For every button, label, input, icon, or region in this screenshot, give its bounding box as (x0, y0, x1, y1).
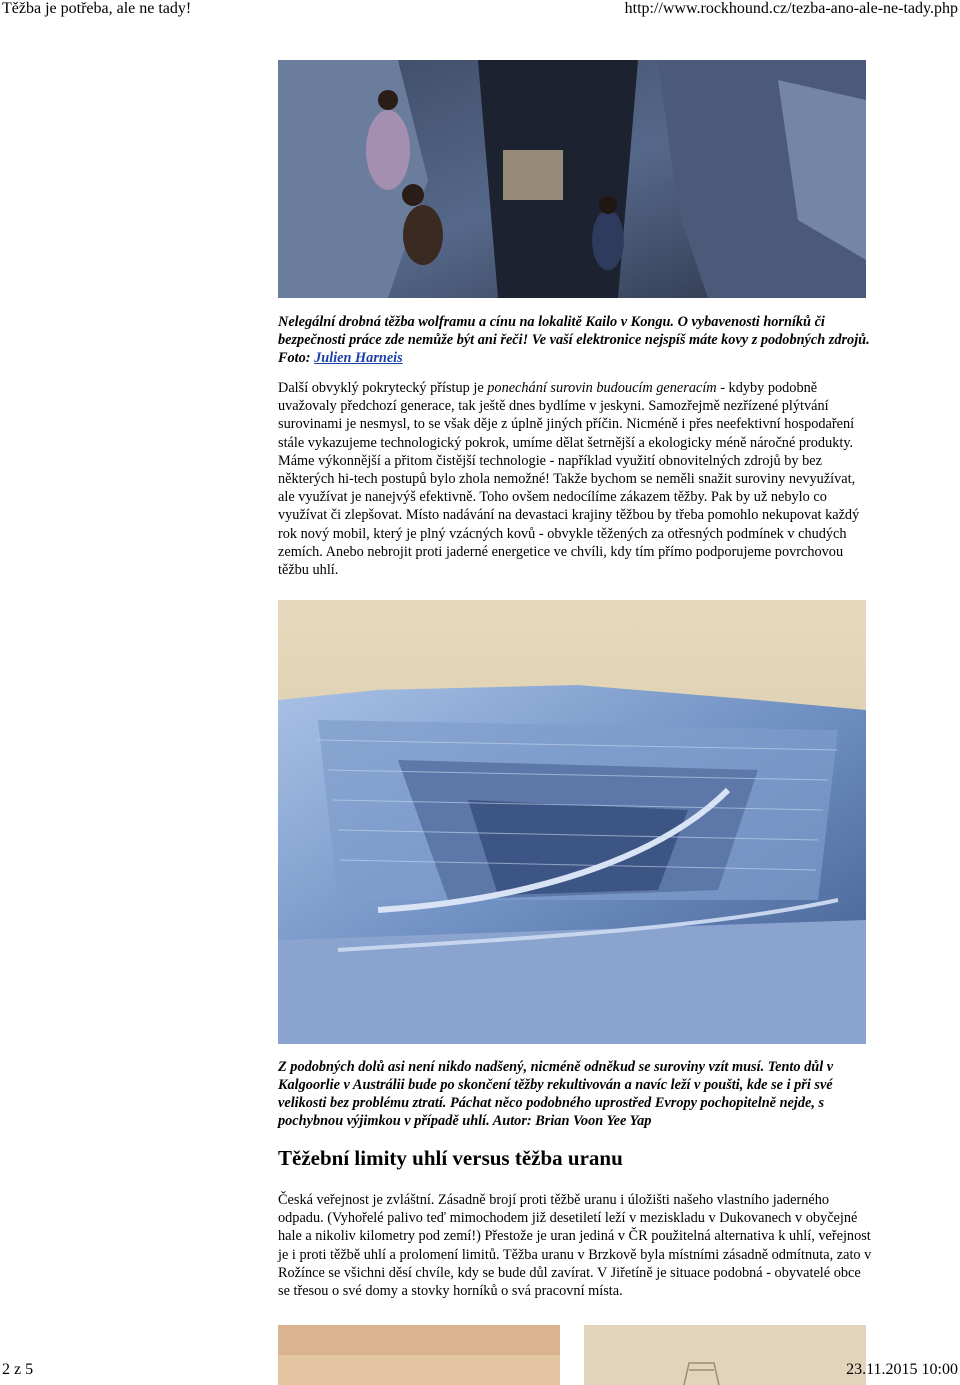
partial-photo-right (584, 1325, 866, 1385)
caption-text: Nelegální drobná těžba wolframu a cínu na lokalitě Kailo v Kongu. O vybavenosti horníků či bezpečnosti práce zde nemůže být ani řeči! Ve vaší elektronice nejspíš máte kovy z podobných zdrojů. Foto: (278, 314, 870, 366)
page-url: http://www.rockhound.cz/tezba-ano-ale-ne-tady.php (624, 0, 958, 17)
print-datetime: 23.11.2015 10:00 (846, 1361, 958, 1378)
mining-photo-kalgoorlie (278, 600, 866, 1044)
page-title: Těžba je potřeba, ale ne tady! (2, 0, 192, 17)
paragraph-text-start: Další obvyklý pokrytecký přístup je (278, 380, 488, 396)
section-heading: Těžební limity uhlí versus těžba uranu (278, 1146, 623, 1170)
body-paragraph-2: Česká veřejnost je zvláštní. Zásadně brojí proti těžbě uranu i úložišti našeho vlastního jaderného odpadu. (Vyhořelé palivo teď mimochodem již desetiletí leží v meziskladu v Dukovanech v obyčejné hale a nikoliv kilometry pod zemí!) Přestože je uran jediná v ČR použitelná alternativa k uhlí, veřejnost je i proti těžbě uhlí a prolomení limitů. Těžba uranu v Brzkově byla místními zásadně odmítnuta, zato v Rožínce se všichni děsí chvíle, kdy se bude důl zavírat. V Jiřetíně je situace podobná - obyvatelé obce se třesou o své domy a stovky horníků o svá pracovní místa. (278, 1192, 872, 1300)
paragraph-text-rest: - kdyby podobně uvažovaly předchozí generace, tak ještě dnes bydlíme v jeskyni. Samozřejmě nezřízené plýtvání surovinami je nesmysl, to se však děje z úplně jiných příčin. Nicméně i přes neefektivní hospodaření stále vykazujeme technologický pokrok, umíme dělat šetrnější a ekologicky méně náročné produkty. Máme výkonnější a přitom čistější technologie - například využití obnovitelných zdrojů by bez některých hi-tech postupů bylo zhola nemožné! Takže bychom se neměli snažit suroviny nevyužívat, ale využívat je nanejvýš efektivně. Toho ovšem nedocílíme zákazem těžby. Pak by už nebylo co využívat či zlepšovat. Místo nadávání na devastaci krajiny těžbou by třeba pomohlo nekupovat každý rok nový mobil, který je plný vzácných kovů - obvykle těžených za otřesných podmínek v chudých zemích. Anebo nebrojit proti jaderné energetice ve chvíli, kdy tím přímo podporujeme povrchovou těžbu uhlí. (278, 380, 860, 579)
photo-caption-congo (278, 313, 872, 367)
photo-credit-link[interactable]: Julien Harneis (314, 350, 403, 366)
body-paragraph-1 (278, 379, 872, 579)
page-number: 2 z 5 (2, 1361, 34, 1378)
mining-photo-congo (278, 60, 866, 298)
photo-caption-kalgoorlie: Z podobných dolů asi není nikdo nadšený, nicméně odněkud se suroviny vzít musí. Tento důl v Kalgoorlie v Austrálii bude po skončení těžby rekultivován a navíc leží v poušti, kde se i při své velikosti bez problému ztratí. Páchat něco podobného uprostřed Evropy pochopitelně nejde, s pochybnou výjimkou v případě uhlí. Autor: Brian Voon Yee Yap (278, 1059, 834, 1129)
paragraph-emphasis: ponechání surovin budoucím generacím (487, 380, 717, 396)
partial-photo-left (278, 1325, 560, 1385)
